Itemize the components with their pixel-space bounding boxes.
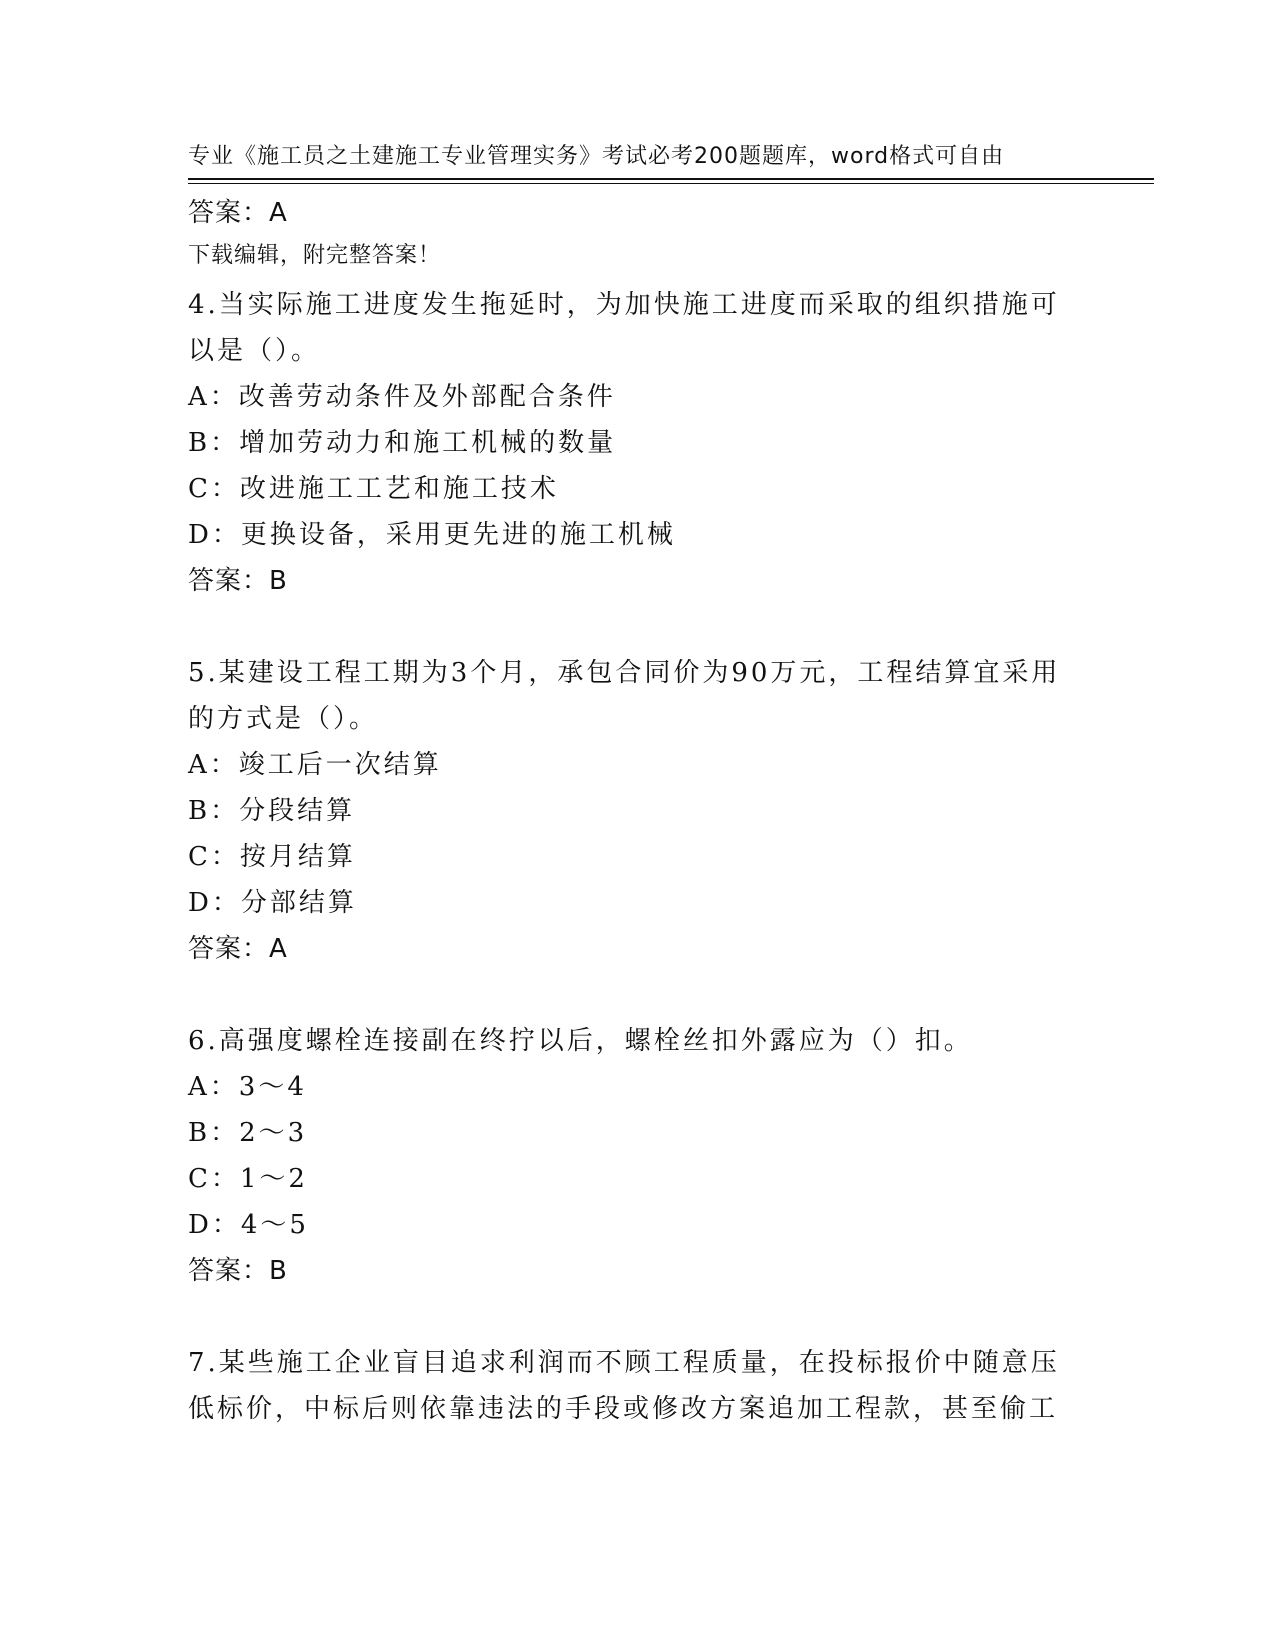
- question-7-stem-line-1: 7.某些施工企业盲目追求利润而不顾工程质量，在投标报价中随意压: [188, 1348, 1060, 1378]
- question-content: [188, 190, 1088, 1432]
- answer-q6: 答案：B: [188, 1256, 288, 1286]
- question-4-option-b: B：增加劳动力和施工机械的数量: [188, 428, 617, 458]
- question-4-option-d: D：更换设备，采用更先进的施工机械: [188, 520, 676, 550]
- answer-q5: 答案：A: [188, 934, 288, 964]
- question-5-option-c: C：按月结算: [188, 842, 356, 872]
- question-6-option-a: A：3～4: [188, 1072, 307, 1102]
- header-divider-thick: [188, 178, 1154, 180]
- question-4: [188, 282, 1088, 604]
- question-4-option-a: A：改善劳动条件及外部配合条件: [188, 382, 616, 412]
- spacer: [188, 604, 1088, 650]
- header-divider-thin: [188, 183, 1154, 184]
- question-4-option-c: C：改进施工工艺和施工技术: [188, 474, 559, 504]
- question-4-stem-line-1: 4.当实际施工进度发生拖延时，为加快施工进度而采取的组织措施可: [188, 290, 1060, 320]
- question-7-stem-line-2: 低标价，中标后则依靠违法的手段或修改方案追加工程款，甚至偷工: [188, 1394, 1059, 1424]
- question-6-option-b: B：2～3: [188, 1118, 308, 1148]
- spacer: [188, 236, 1088, 282]
- header-line-2: 下载编辑，附完整答案！: [188, 243, 442, 268]
- question-6-option-c: C：1～2: [188, 1164, 308, 1194]
- question-5: [188, 650, 1088, 972]
- question-6-stem-line-1: 6.高强度螺栓连接副在终拧以后，螺栓丝扣外露应为（）扣。: [188, 1026, 973, 1056]
- question-5-stem-line-1: 5.某建设工程工期为3个月，承包合同价为90万元，工程结算宜采用: [188, 658, 1061, 688]
- spacer: [188, 1294, 1088, 1340]
- answer-q3: 答案：A: [188, 198, 288, 228]
- header-line-1: 专业《施工员之土建施工专业管理实务》考试必考200题题库，word格式可自由: [188, 144, 1005, 169]
- question-5-stem-line-2: 的方式是（）。: [188, 704, 379, 734]
- question-6: [188, 1018, 1088, 1294]
- question-6-option-d: D：4～5: [188, 1210, 309, 1240]
- answer-q4: 答案：B: [188, 566, 288, 596]
- question-5-option-d: D：分部结算: [188, 888, 357, 918]
- question-5-option-b: B：分段结算: [188, 796, 356, 826]
- question-5-option-a: A：竣工后一次结算: [188, 750, 442, 780]
- question-4-stem-line-2: 以是（）。: [188, 336, 321, 366]
- question-7: [188, 1340, 1088, 1432]
- spacer: [188, 972, 1088, 1018]
